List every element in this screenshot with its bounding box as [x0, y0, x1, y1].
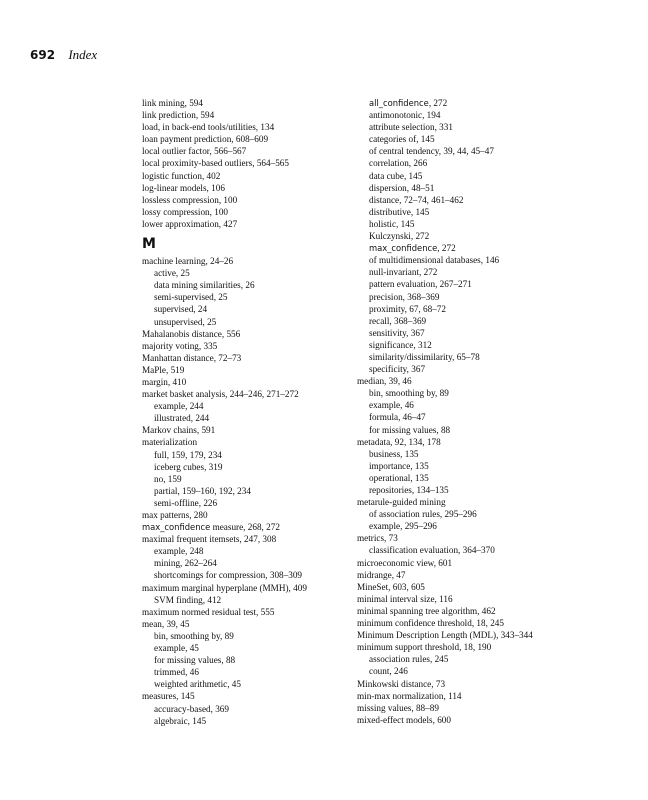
page-title: Index: [68, 47, 98, 62]
index-subentry: of association rules, 295–296: [369, 509, 477, 520]
index-subentry: precision, 368–369: [369, 291, 440, 302]
index-entry: local outlier factor, 566–567: [142, 146, 247, 157]
index-entry: measures, 145: [142, 691, 195, 702]
index-entry: majority voting, 335: [142, 340, 218, 351]
entry-text: measure, 268, 272: [210, 522, 280, 533]
index-subentry: association rules, 245: [369, 654, 449, 665]
index-subentry: supervised, 24: [154, 304, 208, 315]
index-entry: market basket analysis, 244–246, 271–272: [142, 389, 299, 400]
index-entry: logistic function, 402: [142, 170, 221, 181]
index-subentry: null-invariant, 272: [369, 267, 438, 278]
index-subentry: for missing values, 88: [369, 424, 451, 435]
index-subentry: [357, 242, 572, 254]
index-subentry: no, 159: [154, 473, 182, 484]
index-entry: lossy compression, 100: [142, 206, 229, 217]
index-subentry: importance, 135: [369, 460, 429, 471]
index-subentry: semi-supervised, 25: [154, 292, 228, 303]
index-entry: materialization: [142, 437, 198, 448]
index-entry: min-max normalization, 114: [357, 690, 462, 701]
index-entry: MaPle, 519: [142, 364, 185, 375]
index-subentry: semi-offline, 226: [154, 497, 218, 508]
index-subentry: active, 25: [154, 268, 190, 279]
index-subentry: correlation, 266: [369, 158, 428, 169]
index-entry: mixed-effect models, 600: [357, 714, 451, 725]
index-subentry: [357, 97, 572, 109]
index-subentry: shortcomings for compression, 308–309: [154, 570, 303, 581]
index-entry: midrange, 47: [357, 569, 406, 580]
index-entry: metarule-guided mining: [357, 497, 446, 508]
index-column-right: [357, 97, 572, 726]
index-subentry: categories of, 145: [369, 134, 435, 145]
index-subentry: similarity/dissimilarity, 65–78: [369, 351, 480, 362]
index-subentry: bin, smoothing by, 89: [154, 630, 234, 641]
index-entry: metadata, 92, 134, 178: [357, 436, 441, 447]
index-entry: lossless compression, 100: [142, 194, 238, 205]
index-entry: minimum support threshold, 18, 190: [357, 642, 492, 653]
index-subentry: operational, 135: [369, 472, 429, 483]
index-entry: median, 39, 46: [357, 376, 412, 387]
index-subentry: attribute selection, 331: [369, 122, 453, 133]
code-term: max_confidence: [369, 243, 438, 254]
index-entry: minimal interval size, 116: [357, 593, 453, 604]
index-entry: link mining, 594: [142, 98, 203, 108]
page-number: 692: [30, 48, 56, 62]
index-subentry: example, 248: [154, 546, 204, 557]
section-letter: M: [142, 236, 156, 253]
index-entry: Markov chains, 591: [142, 425, 216, 436]
code-term: max_confidence: [142, 522, 211, 533]
index-subentry: example, 295–296: [369, 521, 437, 532]
index-subentry: specificity, 367: [369, 364, 426, 375]
index-subentry: example, 45: [154, 643, 199, 654]
index-subentry: weighted arithmetic, 45: [154, 679, 241, 690]
index-subentry: Kulczynski, 272: [369, 231, 430, 242]
index-subentry: illustrated, 244: [154, 413, 210, 424]
index-entry: microeconomic view, 601: [357, 557, 453, 568]
index-entry: missing values, 88–89: [357, 702, 439, 713]
index-entry: lower approximation, 427: [142, 218, 238, 229]
index-subentry: count, 246: [369, 666, 408, 677]
index-entry: MineSet, 603, 605: [357, 581, 425, 592]
code-term: all_confidence: [369, 98, 429, 108]
index-subentry: data cube, 145: [369, 170, 423, 181]
index-entry: mean, 39, 45: [142, 618, 190, 629]
index-entry: metrics, 73: [357, 533, 398, 544]
index-subentry: sensitivity, 367: [369, 327, 425, 338]
index-subentry: bin, smoothing by, 89: [369, 388, 449, 399]
index-entry: maximal frequent itemsets, 247, 308: [142, 534, 277, 545]
index-subentry: pattern evaluation, 267–271: [369, 279, 472, 290]
index-entry: local proximity-based outliers, 564–565: [142, 158, 289, 169]
index-column-left: [142, 97, 357, 727]
index-subentry: partial, 159–160, 192, 234: [154, 485, 251, 496]
index-subentry: antimonotonic, 194: [369, 110, 441, 121]
index-subentry: mining, 262–264: [154, 558, 217, 569]
index-subentry: holistic, 145: [369, 218, 415, 229]
index-subentry: of central tendency, 39, 44, 45–47: [369, 146, 494, 157]
index-subentry: trimmed, 46: [154, 667, 199, 678]
index-subentry: formula, 46–47: [369, 412, 426, 423]
index-entry: load, in back-end tools/utilities, 134: [142, 122, 275, 133]
page-header: [30, 47, 97, 63]
index-entry: [142, 521, 357, 533]
index-entry: Minimum Description Length (MDL), 343–344: [357, 630, 533, 641]
index-entry: link prediction, 594: [142, 110, 215, 121]
index-entry: Minkowski distance, 73: [357, 678, 446, 689]
index-entry: machine learning, 24–26: [142, 256, 234, 267]
index-entry: max patterns, 280: [142, 510, 208, 520]
index-subentry: data mining similarities, 26: [154, 280, 255, 291]
index-entry: minimal spanning tree algorithm, 462: [357, 605, 496, 616]
index-subentry: significance, 312: [369, 339, 432, 350]
index-subentry: example, 46: [369, 400, 414, 411]
index-entry: Mahalanobis distance, 556: [142, 328, 241, 339]
index-entry: maximum marginal hyperplane (MMH), 409: [142, 582, 307, 593]
index-subentry: dispersion, 48–51: [369, 182, 435, 193]
index-subentry: recall, 368–369: [369, 315, 427, 326]
index-entry: log-linear models, 106: [142, 182, 225, 193]
index-subentry: distributive, 145: [369, 206, 430, 217]
index-subentry: business, 135: [369, 448, 419, 459]
index-entry: loan payment prediction, 608–609: [142, 134, 269, 145]
index-subentry: classification evaluation, 364–370: [369, 545, 495, 556]
index-subentry: repositories, 134–135: [369, 485, 449, 495]
index-subentry: full, 159, 179, 234: [154, 449, 222, 460]
index-entry: margin, 410: [142, 376, 187, 387]
index-subentry: example, 244: [154, 401, 204, 412]
entry-text: , 272: [437, 243, 456, 254]
index-subentry: algebraic, 145: [154, 715, 207, 726]
index-entry: maximum normed residual test, 555: [142, 606, 275, 617]
index-subentry: distance, 72–74, 461–462: [369, 194, 464, 205]
index-entry: Manhattan distance, 72–73: [142, 352, 242, 363]
index-subentry: proximity, 67, 68–72: [369, 303, 446, 314]
index-subentry: of multidimensional databases, 146: [369, 255, 500, 266]
entry-text: , 272: [428, 98, 448, 108]
index-subentry: accuracy-based, 369: [154, 703, 229, 714]
index-entry: minimum confidence threshold, 18, 245: [357, 618, 504, 629]
index-subentry: unsupervised, 25: [154, 316, 217, 327]
index-subentry: iceberg cubes, 319: [154, 461, 223, 472]
index-subentry: SVM finding, 412: [154, 594, 222, 605]
index-subentry: for missing values, 88: [154, 655, 236, 666]
